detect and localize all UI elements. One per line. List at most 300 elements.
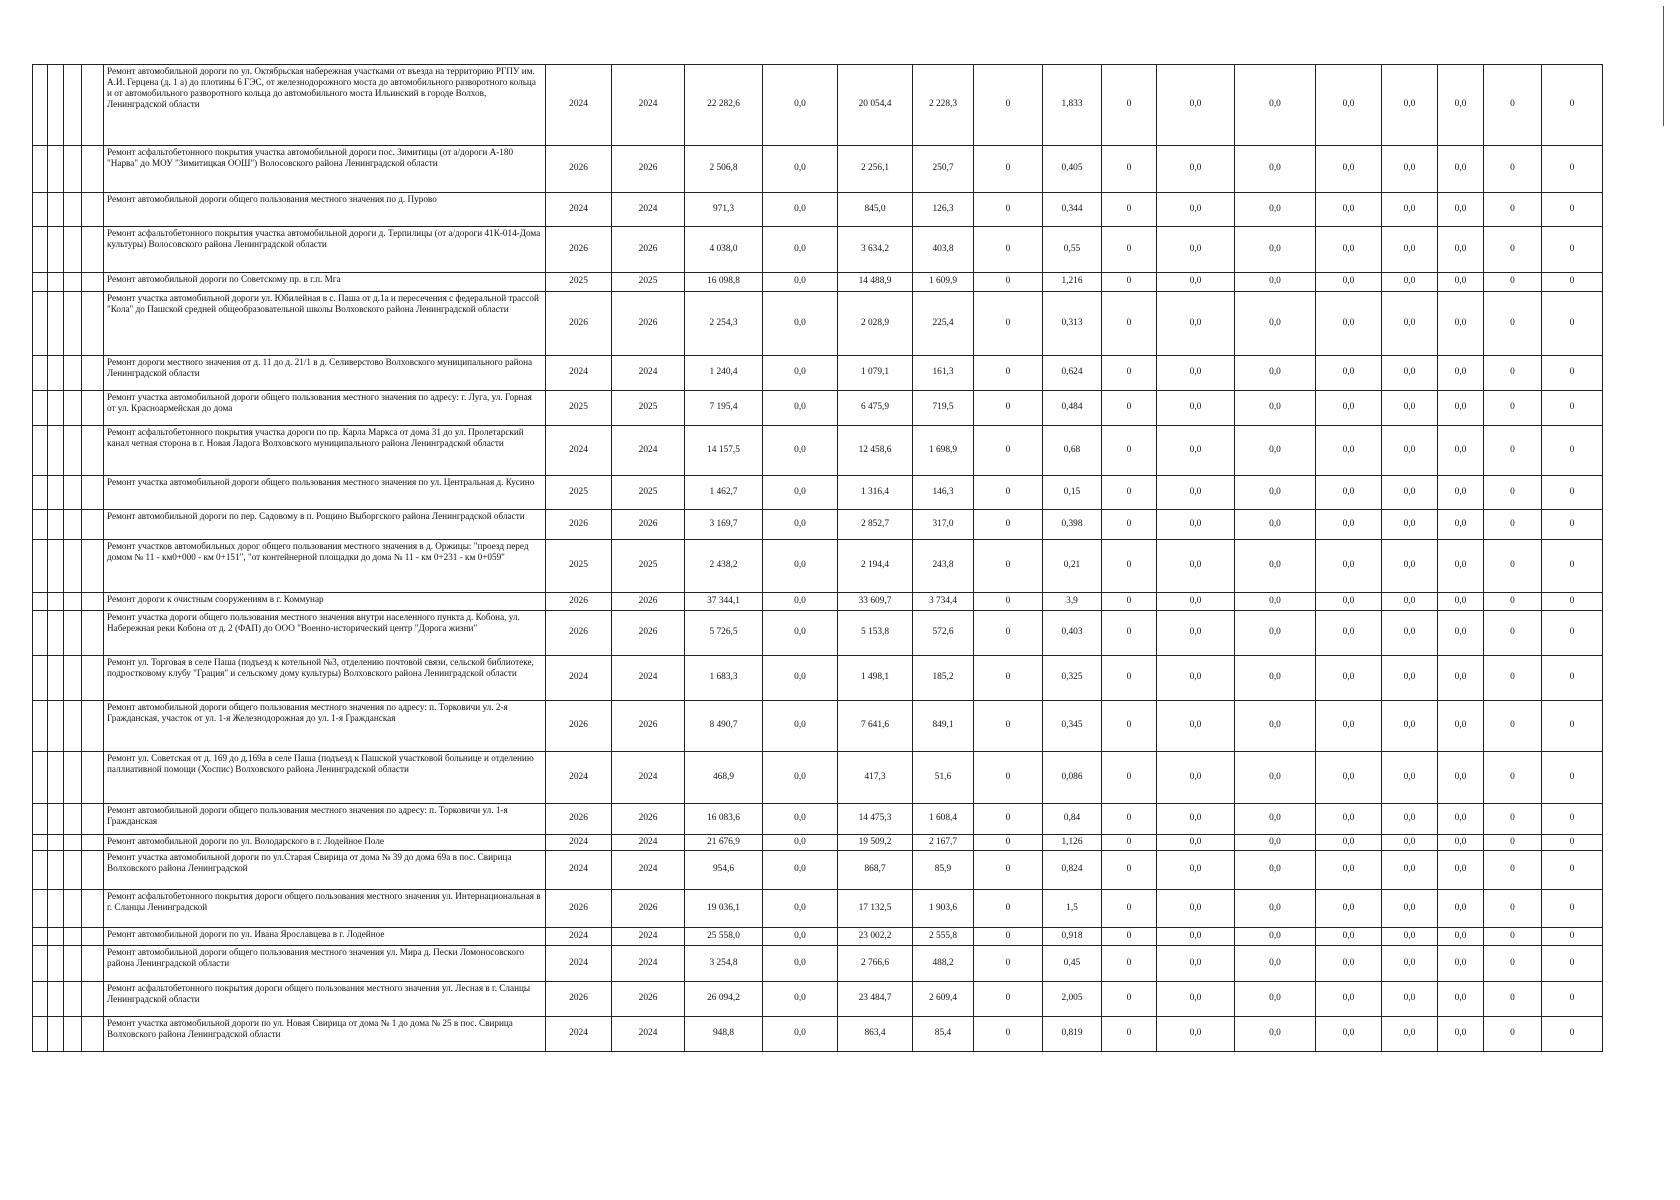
total-cost: 1 240,4	[685, 356, 763, 391]
indicator-5: 0	[1102, 701, 1157, 752]
federal-budget: 0,0	[763, 835, 838, 851]
object-description: Ремонт автомобильной дороги общего пользования местного значения по адресу: п. Торковичи ул. 1-я Гражданская	[104, 804, 546, 835]
indicator-11: 0	[1484, 356, 1542, 391]
indicator-5: 0	[1102, 928, 1157, 946]
indicator-12: 0	[1542, 510, 1603, 540]
extra-budget: 0	[974, 946, 1043, 982]
table-row	[33, 65, 1603, 146]
length-km: 0,21	[1043, 540, 1102, 593]
blank-cell	[82, 928, 104, 946]
table-row	[33, 982, 1603, 1017]
indicator-6: 0,0	[1157, 292, 1235, 356]
start-year: 2024	[546, 356, 612, 391]
regional-budget: 33 609,7	[838, 593, 913, 611]
indicator-6: 0,0	[1157, 193, 1235, 227]
extra-budget: 0	[974, 982, 1043, 1017]
table-row	[33, 804, 1603, 835]
total-cost: 4 038,0	[685, 227, 763, 273]
indicator-11: 0	[1484, 656, 1542, 701]
blank-cell	[82, 1017, 104, 1052]
length-km: 0,325	[1043, 656, 1102, 701]
indicator-8: 0,0	[1316, 851, 1382, 890]
local-budget: 243,8	[913, 540, 974, 593]
total-cost: 2 506,8	[685, 146, 763, 193]
blank-cell	[48, 193, 64, 227]
blank-cell	[82, 391, 104, 426]
start-year: 2025	[546, 391, 612, 426]
indicator-11: 0	[1484, 752, 1542, 804]
blank-cell	[82, 146, 104, 193]
local-budget: 2 609,4	[913, 982, 974, 1017]
object-description: Ремонт дороги к очистным сооружениям в г. Коммунар	[104, 593, 546, 611]
indicator-5: 0	[1102, 851, 1157, 890]
federal-budget: 0,0	[763, 804, 838, 835]
indicator-7: 0,0	[1235, 851, 1316, 890]
total-cost: 16 098,8	[685, 273, 763, 292]
start-year: 2025	[546, 476, 612, 510]
indicator-9: 0,0	[1382, 146, 1438, 193]
regional-budget: 2 852,7	[838, 510, 913, 540]
indicator-11: 0	[1484, 593, 1542, 611]
object-description: Ремонт ул. Советская от д. 169 до д.169а в селе Паша (подъезд к Пашской участковой больнице и отделению паллиативной помощи (Хоспис) Волховского района Ленинградской области	[104, 752, 546, 804]
blank-cell	[64, 593, 82, 611]
regional-budget: 1 316,4	[838, 476, 913, 510]
object-description: Ремонт автомобильной дороги общего пользования местного значения по адресу: п. Торковичи ул. 2-я Гражданская, участок от ул. 1-я Железнодорожная до ул. 1-я Гражданская	[104, 701, 546, 752]
regional-budget: 14 488,9	[838, 273, 913, 292]
regional-budget: 845,0	[838, 193, 913, 227]
indicator-12: 0	[1542, 65, 1603, 146]
indicator-11: 0	[1484, 701, 1542, 752]
indicator-12: 0	[1542, 982, 1603, 1017]
blank-cell	[33, 426, 48, 476]
indicator-8: 0,0	[1316, 611, 1382, 656]
regional-budget: 417,3	[838, 752, 913, 804]
start-year: 2026	[546, 982, 612, 1017]
indicator-11: 0	[1484, 851, 1542, 890]
object-description: Ремонт участка автомобильной дороги ул. Юбилейная в с. Паша от д.1а и пересечения с федеральной трассой "Кола" до Пашской средней общеобразовательной школы Волховского района Ленинградской области	[104, 292, 546, 356]
blank-cell	[64, 476, 82, 510]
blank-cell	[82, 656, 104, 701]
blank-cell	[64, 1017, 82, 1052]
start-year: 2024	[546, 1017, 612, 1052]
indicator-6: 0,0	[1157, 227, 1235, 273]
indicator-9: 0,0	[1382, 540, 1438, 593]
total-cost: 948,8	[685, 1017, 763, 1052]
indicator-12: 0	[1542, 701, 1603, 752]
blank-cell	[48, 928, 64, 946]
indicator-10: 0,0	[1438, 356, 1484, 391]
indicator-7: 0,0	[1235, 701, 1316, 752]
federal-budget: 0,0	[763, 273, 838, 292]
local-budget: 3 734,4	[913, 593, 974, 611]
blank-cell	[48, 946, 64, 982]
end-year: 2024	[612, 851, 685, 890]
indicator-11: 0	[1484, 928, 1542, 946]
start-year: 2026	[546, 593, 612, 611]
indicator-7: 0,0	[1235, 946, 1316, 982]
federal-budget: 0,0	[763, 426, 838, 476]
indicator-6: 0,0	[1157, 510, 1235, 540]
federal-budget: 0,0	[763, 946, 838, 982]
object-description: Ремонт дороги местного значения от д. 11 до д. 21/1 в д. Селиверстово Волховского муниципального района Ленинградской области	[104, 356, 546, 391]
length-km: 1,5	[1043, 890, 1102, 928]
indicator-8: 0,0	[1316, 146, 1382, 193]
indicator-5: 0	[1102, 356, 1157, 391]
local-budget: 719,5	[913, 391, 974, 426]
federal-budget: 0,0	[763, 292, 838, 356]
blank-cell	[82, 946, 104, 982]
blank-cell	[48, 292, 64, 356]
blank-cell	[48, 656, 64, 701]
indicator-6: 0,0	[1157, 540, 1235, 593]
blank-cell	[64, 804, 82, 835]
regional-budget: 868,7	[838, 851, 913, 890]
extra-budget: 0	[974, 193, 1043, 227]
blank-cell	[33, 540, 48, 593]
indicator-7: 0,0	[1235, 356, 1316, 391]
blank-cell	[33, 611, 48, 656]
table-row	[33, 510, 1603, 540]
end-year: 2024	[612, 426, 685, 476]
indicator-10: 0,0	[1438, 593, 1484, 611]
end-year: 2026	[612, 292, 685, 356]
local-budget: 1 608,4	[913, 804, 974, 835]
object-description: Ремонт автомобильной дороги по ул. Володарского в г. Лодейное Поле	[104, 835, 546, 851]
indicator-5: 0	[1102, 982, 1157, 1017]
indicator-12: 0	[1542, 946, 1603, 982]
indicator-8: 0,0	[1316, 835, 1382, 851]
indicator-7: 0,0	[1235, 426, 1316, 476]
local-budget: 2 228,3	[913, 65, 974, 146]
indicator-6: 0,0	[1157, 356, 1235, 391]
indicator-9: 0,0	[1382, 804, 1438, 835]
regional-budget: 1 498,1	[838, 656, 913, 701]
indicator-10: 0,0	[1438, 426, 1484, 476]
indicator-11: 0	[1484, 946, 1542, 982]
indicator-8: 0,0	[1316, 273, 1382, 292]
table-row	[33, 593, 1603, 611]
indicator-5: 0	[1102, 510, 1157, 540]
blank-cell	[33, 982, 48, 1017]
length-km: 0,624	[1043, 356, 1102, 391]
extra-budget: 0	[974, 701, 1043, 752]
total-cost: 14 157,5	[685, 426, 763, 476]
start-year: 2024	[546, 752, 612, 804]
blank-cell	[82, 510, 104, 540]
indicator-9: 0,0	[1382, 611, 1438, 656]
blank-cell	[64, 356, 82, 391]
federal-budget: 0,0	[763, 391, 838, 426]
end-year: 2026	[612, 227, 685, 273]
table-row	[33, 193, 1603, 227]
start-year: 2026	[546, 611, 612, 656]
indicator-12: 0	[1542, 1017, 1603, 1052]
indicator-9: 0,0	[1382, 656, 1438, 701]
table-row	[33, 292, 1603, 356]
object-description: Ремонт участка автомобильной дороги общего пользования местного значения по ул. Центральная д. Кусино	[104, 476, 546, 510]
regional-budget: 3 634,2	[838, 227, 913, 273]
total-cost: 3 169,7	[685, 510, 763, 540]
blank-cell	[33, 928, 48, 946]
blank-cell	[64, 611, 82, 656]
blank-cell	[82, 851, 104, 890]
extra-budget: 0	[974, 835, 1043, 851]
indicator-6: 0,0	[1157, 890, 1235, 928]
extra-budget: 0	[974, 227, 1043, 273]
regional-budget: 23 484,7	[838, 982, 913, 1017]
indicator-10: 0,0	[1438, 656, 1484, 701]
start-year: 2024	[546, 426, 612, 476]
blank-cell	[64, 752, 82, 804]
blank-cell	[48, 356, 64, 391]
length-km: 1,833	[1043, 65, 1102, 146]
indicator-10: 0,0	[1438, 391, 1484, 426]
regional-budget: 2 256,1	[838, 146, 913, 193]
indicator-9: 0,0	[1382, 982, 1438, 1017]
extra-budget: 0	[974, 65, 1043, 146]
object-description: Ремонт автомобильной дороги по ул. Октябрьская набережная участками от въезда на территорию РГПУ им. А.И. Герцена (д. 1 а) до плотины 6 ГЭС, от железнодорожного моста до автомобильного разворотного кольца и от автомобильного разворотного кольца до автомобильного моста Ильинский в городе Волхов, Ленинградской области	[104, 65, 546, 146]
indicator-6: 0,0	[1157, 946, 1235, 982]
indicator-6: 0,0	[1157, 752, 1235, 804]
indicator-8: 0,0	[1316, 540, 1382, 593]
blank-cell	[82, 273, 104, 292]
total-cost: 468,9	[685, 752, 763, 804]
indicator-7: 0,0	[1235, 835, 1316, 851]
indicator-12: 0	[1542, 593, 1603, 611]
federal-budget: 0,0	[763, 851, 838, 890]
indicator-8: 0,0	[1316, 593, 1382, 611]
end-year: 2026	[612, 701, 685, 752]
federal-budget: 0,0	[763, 982, 838, 1017]
length-km: 1,126	[1043, 835, 1102, 851]
length-km: 1,216	[1043, 273, 1102, 292]
blank-cell	[48, 391, 64, 426]
length-km: 0,68	[1043, 426, 1102, 476]
indicator-10: 0,0	[1438, 928, 1484, 946]
extra-budget: 0	[974, 540, 1043, 593]
indicator-7: 0,0	[1235, 510, 1316, 540]
table-row	[33, 835, 1603, 851]
object-description: Ремонт ул. Торговая в селе Паша (подъезд к котельной №3, отделению почтовой связи, сельской библиотеке, подростковому клубу "Грация" и сельскому дому культуры) Волховского района Ленинградской области	[104, 656, 546, 701]
indicator-5: 0	[1102, 426, 1157, 476]
indicator-7: 0,0	[1235, 391, 1316, 426]
blank-cell	[82, 982, 104, 1017]
indicator-5: 0	[1102, 292, 1157, 356]
local-budget: 1 609,9	[913, 273, 974, 292]
indicator-8: 0,0	[1316, 510, 1382, 540]
table-row	[33, 273, 1603, 292]
local-budget: 85,9	[913, 851, 974, 890]
blank-cell	[64, 193, 82, 227]
indicator-10: 0,0	[1438, 193, 1484, 227]
indicator-5: 0	[1102, 273, 1157, 292]
total-cost: 954,6	[685, 851, 763, 890]
extra-budget: 0	[974, 476, 1043, 510]
indicator-11: 0	[1484, 611, 1542, 656]
indicator-8: 0,0	[1316, 928, 1382, 946]
indicator-12: 0	[1542, 752, 1603, 804]
federal-budget: 0,0	[763, 227, 838, 273]
end-year: 2024	[612, 1017, 685, 1052]
length-km: 0,398	[1043, 510, 1102, 540]
indicator-10: 0,0	[1438, 292, 1484, 356]
blank-cell	[48, 146, 64, 193]
blank-cell	[64, 982, 82, 1017]
indicator-7: 0,0	[1235, 656, 1316, 701]
indicator-12: 0	[1542, 356, 1603, 391]
federal-budget: 0,0	[763, 540, 838, 593]
local-budget: 126,3	[913, 193, 974, 227]
indicator-9: 0,0	[1382, 946, 1438, 982]
length-km: 0,345	[1043, 701, 1102, 752]
length-km: 2,005	[1043, 982, 1102, 1017]
end-year: 2024	[612, 752, 685, 804]
blank-cell	[48, 611, 64, 656]
indicator-10: 0,0	[1438, 946, 1484, 982]
blank-cell	[48, 273, 64, 292]
table-row	[33, 656, 1603, 701]
length-km: 3,9	[1043, 593, 1102, 611]
total-cost: 26 094,2	[685, 982, 763, 1017]
start-year: 2024	[546, 946, 612, 982]
indicator-10: 0,0	[1438, 146, 1484, 193]
blank-cell	[64, 65, 82, 146]
indicator-11: 0	[1484, 1017, 1542, 1052]
indicator-9: 0,0	[1382, 928, 1438, 946]
length-km: 0,403	[1043, 611, 1102, 656]
extra-budget: 0	[974, 593, 1043, 611]
indicator-5: 0	[1102, 752, 1157, 804]
object-description: Ремонт асфальтобетонного покрытия участка дороги по пр. Карла Маркса от дома 31 до ул. Пролетарский канал четная сторона в г. Новая Ладога Волховского муниципального района Ленинградской области	[104, 426, 546, 476]
indicator-6: 0,0	[1157, 851, 1235, 890]
indicator-8: 0,0	[1316, 426, 1382, 476]
local-budget: 225,4	[913, 292, 974, 356]
length-km: 0,15	[1043, 476, 1102, 510]
blank-cell	[82, 701, 104, 752]
indicator-10: 0,0	[1438, 476, 1484, 510]
regional-budget: 14 475,3	[838, 804, 913, 835]
start-year: 2026	[546, 510, 612, 540]
end-year: 2026	[612, 890, 685, 928]
table-row	[33, 890, 1603, 928]
indicator-10: 0,0	[1438, 982, 1484, 1017]
end-year: 2025	[612, 476, 685, 510]
indicator-8: 0,0	[1316, 946, 1382, 982]
blank-cell	[82, 65, 104, 146]
local-budget: 572,6	[913, 611, 974, 656]
regional-budget: 23 002,2	[838, 928, 913, 946]
blank-cell	[48, 426, 64, 476]
indicator-12: 0	[1542, 292, 1603, 356]
table-row	[33, 146, 1603, 193]
indicator-9: 0,0	[1382, 510, 1438, 540]
total-cost: 22 282,6	[685, 65, 763, 146]
object-description: Ремонт участка дороги общего пользования местного значения внутри населенного пункта д. Кобона, ул. Набережная реки Кобона от д. 2 (ФАП) до ООО "Военно-исторический центр "Дорога жизни"	[104, 611, 546, 656]
blank-cell	[33, 1017, 48, 1052]
indicator-12: 0	[1542, 391, 1603, 426]
start-year: 2024	[546, 656, 612, 701]
regional-budget: 19 509,2	[838, 835, 913, 851]
extra-budget: 0	[974, 356, 1043, 391]
total-cost: 2 438,2	[685, 540, 763, 593]
blank-cell	[33, 65, 48, 146]
table-row	[33, 701, 1603, 752]
indicator-11: 0	[1484, 426, 1542, 476]
extra-budget: 0	[974, 804, 1043, 835]
indicator-10: 0,0	[1438, 273, 1484, 292]
indicator-8: 0,0	[1316, 1017, 1382, 1052]
page-edge-mark	[1663, 6, 1676, 126]
federal-budget: 0,0	[763, 1017, 838, 1052]
indicator-7: 0,0	[1235, 540, 1316, 593]
local-budget: 849,1	[913, 701, 974, 752]
indicator-6: 0,0	[1157, 835, 1235, 851]
indicator-5: 0	[1102, 611, 1157, 656]
indicator-9: 0,0	[1382, 593, 1438, 611]
total-cost: 37 344,1	[685, 593, 763, 611]
blank-cell	[48, 593, 64, 611]
federal-budget: 0,0	[763, 656, 838, 701]
indicator-10: 0,0	[1438, 890, 1484, 928]
total-cost: 2 254,3	[685, 292, 763, 356]
blank-cell	[33, 273, 48, 292]
indicator-7: 0,0	[1235, 752, 1316, 804]
blank-cell	[48, 752, 64, 804]
blank-cell	[82, 752, 104, 804]
indicator-12: 0	[1542, 193, 1603, 227]
blank-cell	[64, 510, 82, 540]
object-description: Ремонт участка автомобильной дороги по ул. Новая Свирица от дома № 1 до дома № 25 в пос. Свирица Волховского района Ленинградской области	[104, 1017, 546, 1052]
blank-cell	[64, 540, 82, 593]
federal-budget: 0,0	[763, 593, 838, 611]
indicator-11: 0	[1484, 292, 1542, 356]
indicator-5: 0	[1102, 1017, 1157, 1052]
blank-cell	[48, 476, 64, 510]
start-year: 2026	[546, 146, 612, 193]
blank-cell	[64, 890, 82, 928]
regional-budget: 5 153,8	[838, 611, 913, 656]
indicator-7: 0,0	[1235, 593, 1316, 611]
blank-cell	[64, 946, 82, 982]
end-year: 2026	[612, 146, 685, 193]
blank-cell	[33, 701, 48, 752]
total-cost: 19 036,1	[685, 890, 763, 928]
start-year: 2024	[546, 193, 612, 227]
indicator-12: 0	[1542, 146, 1603, 193]
regional-budget: 2 766,6	[838, 946, 913, 982]
extra-budget: 0	[974, 391, 1043, 426]
total-cost: 3 254,8	[685, 946, 763, 982]
end-year: 2026	[612, 593, 685, 611]
indicator-12: 0	[1542, 835, 1603, 851]
object-description: Ремонт автомобильной дороги общего пользования местного значения ул. Мира д. Пески Ломоносовского района Ленинградской области	[104, 946, 546, 982]
indicator-11: 0	[1484, 146, 1542, 193]
federal-budget: 0,0	[763, 752, 838, 804]
blank-cell	[33, 292, 48, 356]
indicator-11: 0	[1484, 391, 1542, 426]
extra-budget: 0	[974, 292, 1043, 356]
extra-budget: 0	[974, 890, 1043, 928]
indicator-7: 0,0	[1235, 804, 1316, 835]
indicator-8: 0,0	[1316, 890, 1382, 928]
blank-cell	[33, 851, 48, 890]
indicator-8: 0,0	[1316, 65, 1382, 146]
end-year: 2024	[612, 946, 685, 982]
indicator-12: 0	[1542, 273, 1603, 292]
indicator-7: 0,0	[1235, 611, 1316, 656]
indicator-9: 0,0	[1382, 193, 1438, 227]
indicator-11: 0	[1484, 982, 1542, 1017]
